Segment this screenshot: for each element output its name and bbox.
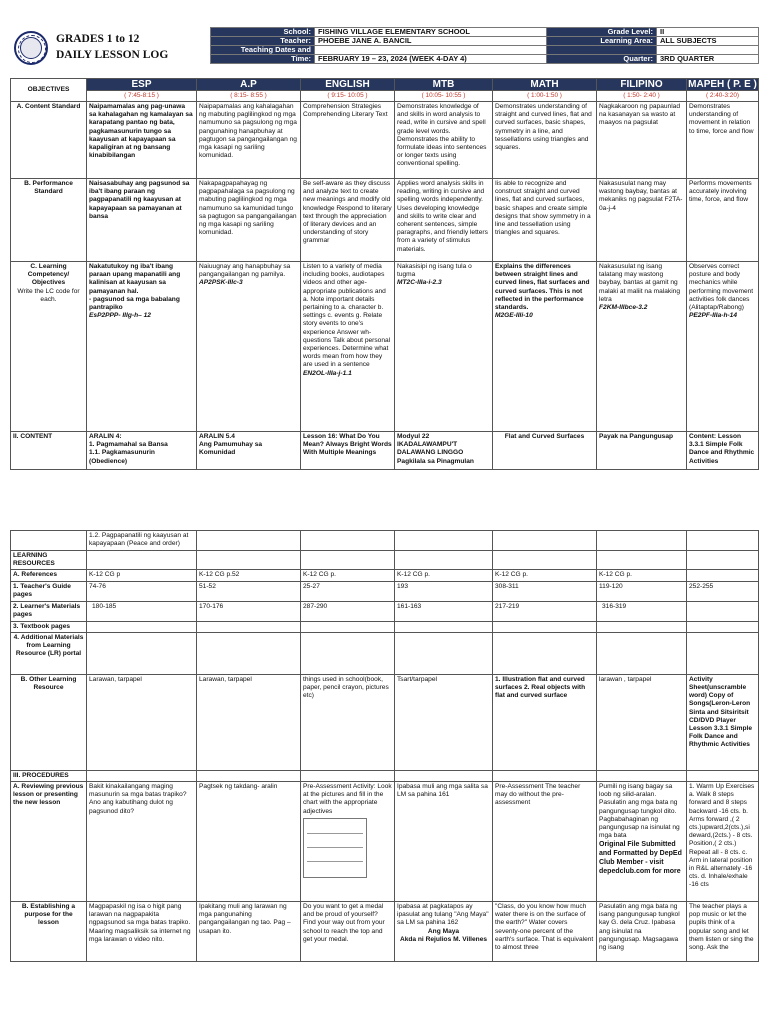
time-english: ( 9:15- 10:05 ) — [301, 91, 395, 102]
grade-value: II — [657, 28, 759, 37]
references-label: A. References — [11, 570, 87, 581]
content-filipino: Payak na Pangungusap — [597, 432, 687, 470]
competency-note: Write the LC code for each. — [17, 287, 80, 303]
content-standard-esp: Naipamamalas ang pag-unawa sa kahalagahan ng kamalayan sa karapatang pantao ng bata, pagkamasunurin tungo sa kaayusan at kapayapaan sa kapaligiran at ng bansang kinabibilangan — [87, 102, 197, 179]
references-ap: K-12 CG p.52 — [197, 570, 301, 581]
references-english: K-12 CG p. — [301, 570, 395, 581]
purpose-mapeh: The teacher plays a pop music or let the pupils think of a popular song and let them listen or sing the song. Ask the — [687, 902, 759, 962]
performance-standard-filipino: Nakasusulat nang may wastong baybay, bantas at mekaniks ng pagsulat F2TA-0a-j-4 — [597, 179, 687, 262]
school-label: School: — [211, 28, 315, 37]
competency-mapeh-code: PE2PF-IIIa-h-14 — [689, 312, 738, 320]
content-standard-filipino: Nagkakaroon ng papaunlad na kasanayan sa wasto at maayos na pagsulat — [597, 102, 687, 179]
purpose-english: Do you want to get a medal and be proud of yourself? Find your way out from your school to reach the top and get your medal. — [301, 902, 395, 962]
competency-esp-code: EsP2PPP- IIIg-h– 12 — [89, 312, 151, 320]
competency-math-main: Explains the differences between straight lines and curved lines, flat surfaces and curved surfaces. This is not reflected in the performance standards. — [495, 263, 590, 312]
title-line2: DAILY LESSON LOG — [56, 49, 169, 61]
other-english: things used in school(book, paper, pencil crayon, pictures etc) — [301, 674, 395, 770]
lesson-log-page-1 — [0, 0, 768, 470]
school-value: FISHING VILLAGE ELEMENTARY SCHOOL — [315, 28, 547, 37]
dates-label: Teaching Dates and — [211, 46, 315, 55]
competency-english-code: EN2OL-IIIa-j-1.1 — [303, 369, 352, 377]
dates-value: FEBRUARY 19 – 23, 2024 (WEEK 4-DAY 4) — [315, 55, 547, 64]
review-filipino-note: Original File Submitted and Formatted by DepEd Club Member - visit depedclub.com for more — [599, 841, 682, 876]
other-mapeh: Activity Sheet(unscramble word) Copy of Songs(Leron-Leron Sinta and Sitsiritsit CD/DVD Player Lesson 3.3.1 Simple Folk Dance and Rhythmic Activities — [687, 674, 759, 770]
area-value: ALL SUBJECTS — [657, 37, 759, 46]
competency-filipino — [597, 262, 687, 432]
competency-ap-main: Naiuugnay ang hanapbuhay sa pangangailangan ng pamilya. — [199, 263, 291, 279]
col-esp: ESP — [87, 79, 197, 91]
lesson-log-page-2 — [0, 530, 768, 1024]
time-mtb: ( 10:05- 10:55 ) — [395, 91, 493, 102]
performance-standard-mapeh: Performs movements accurately involving time, force, and flow — [687, 179, 759, 262]
references-math: K-12 CG p. — [493, 570, 597, 581]
content-mtb-l1: Modyul 22 — [397, 433, 430, 440]
adjective-chart-image — [303, 818, 367, 878]
competency-english — [301, 262, 395, 432]
time-label: Time: — [211, 55, 315, 64]
other-mtb: Tsart/tarpapel — [395, 674, 493, 770]
tg-filipino: 119-120 — [597, 581, 687, 601]
header-title — [56, 31, 168, 63]
content-standard-english: Comprehension Strategies Comprehending Literary Text — [301, 102, 395, 179]
lm-filipino: 316-319 — [597, 601, 687, 621]
purpose-label: B. Establishing a purpose for the lesson — [11, 902, 87, 962]
purpose-esp: Magpapaskil ng isa o higit pang larawan na nagpapakita ngpagsunod sa mga batas trapiko. Maaring magsaliksik sa internet ng mga larawan o video nito. — [87, 902, 197, 962]
col-math: MATH — [493, 79, 597, 91]
competency-ap-code: AP2PSK-IIIc-3 — [199, 279, 243, 287]
lm-english: 287-290 — [301, 601, 395, 621]
tg-mapeh: 252-255 — [687, 581, 759, 601]
deped-seal-icon — [14, 31, 48, 65]
tg-mtb: 193 — [395, 581, 493, 601]
review-mtb: Ipabasa muli ang mga salita sa LM sa pahina 161 — [395, 782, 493, 902]
performance-standard-ap: Nakapagpapahayag ng pagpapahalaga sa pagsulong ng mabuting paglilingkod ng mga namumuno sa kamunidad tungo sa pagtugon sa pangangailangan ng mga kasapi ng sariling komunidad. — [197, 179, 301, 262]
performance-standard-mtb: Applies word analysis skills in reading, writing in cursive and spelling words independently. Uses developing knowledge and skills to write clear and coherent sentences, simple paragraphs, and friendly letters from a variety of stimulus materials. — [395, 179, 493, 262]
purpose-mtb-l3: Akda ni Rejulios M. Villenes — [399, 935, 488, 943]
content-esp-continued: 1.2. Pagpapanatili ng kaayusan at kapayapaan (Peace and order) — [87, 531, 197, 551]
competency-math — [493, 262, 597, 432]
grade-label: Grade Level: — [547, 28, 657, 37]
competency-title: C. Learning Competency/ Objectives — [27, 263, 70, 287]
review-ap: Pagtsek ng takdang- aralin — [197, 782, 301, 902]
review-english — [301, 782, 395, 902]
col-english: ENGLISH — [301, 79, 395, 91]
competency-label — [11, 262, 87, 432]
lm-math: 217-219 — [493, 601, 597, 621]
time-mapeh: ( 2:40-3:20) — [687, 91, 759, 102]
review-math: Pre-Assessment The teacher may do without the pre-assessment — [493, 782, 597, 902]
tg-english: 25-27 — [301, 581, 395, 601]
objectives-header: OBJECTIVES — [11, 79, 87, 102]
quarter-label: Quarter: — [547, 55, 657, 64]
references-mtb: K-12 CG p. — [395, 570, 493, 581]
other-esp: Larawan, tarpapel — [87, 674, 197, 770]
header — [10, 27, 758, 71]
content-standard-mapeh: Demonstrates understanding of movement in relation to time, force and flow — [687, 102, 759, 179]
content-standard-mtb: Demonstrates knowledge of and skills in word analysis to read, write in cursive and spell grade level words. Demonstrates the ability to formulate ideas into sentences or longer texts using conventional spelling. — [395, 102, 493, 179]
competency-english-main: Listen to a variety of media including books, audiotapes videos and other age-appropriate publications and a. Note important details pertaining to a. character b. settings c. events g. Relate story events to one's experience Answer wh- questions Talk about personal experiences. Determine what words mean from how they are used in a sentence — [303, 263, 391, 369]
content-esp-l2: 1. Pagmamahal sa Bansa — [89, 441, 168, 449]
competency-mapeh-main: Observes correct posture and body mechanics while performing movement activities folk dances (Alitaptap/Rabong) — [689, 263, 754, 312]
content-standard-label: A. Content Standard — [11, 102, 87, 179]
time-math: ( 1:00-1:50 ) — [493, 91, 597, 102]
other-filipino: larawan , tarpapel — [597, 674, 687, 770]
performance-standard-english: Be self-aware as they discuss and analyze text to create new meanings and modify old knowledge Respond to literary text through the appreciation of literary devices and an understanding of story grammar — [301, 179, 395, 262]
quarter-value: 3RD QUARTER — [657, 55, 759, 64]
lesson-grid-bottom — [10, 530, 759, 962]
competency-mtb-code: MT2C-IIIa-i-2.3 — [397, 279, 442, 287]
tg-esp: 74-76 — [87, 581, 197, 601]
procedures-label: III. PROCEDURES — [11, 770, 87, 781]
lm-label: 2. Learner's Materials pages — [11, 601, 87, 621]
teacher-label: Teacher: — [211, 37, 315, 46]
competency-math-code: M2GE-IIIi-10 — [495, 312, 533, 320]
content-standard-math: Demonstrates understanding of straight and curved lines, flat and curved surfaces, basic shapes, symmetry in a line, and tessellations using triangles and squares. — [493, 102, 597, 179]
competency-filipino-main: Nakasusulat ng isang talatang may wastong baybay, bantas at gamit ng malaki at maliit na malaking letra — [599, 263, 680, 303]
performance-standard-label: B. Performance Standard — [11, 179, 87, 262]
references-esp: K-12 CG p — [87, 570, 197, 581]
other-math: 1. Illustration flat and curved surfaces 2. Real objects with flat and curved surface — [493, 674, 597, 770]
col-mapeh: MAPEH ( P. E ) — [688, 79, 757, 90]
purpose-ap: Ipakitang muli ang larawan ng mga pangunahing pangangailangan ng tao. Pag –usapan ito. — [197, 902, 301, 962]
time-ap: ( 8:15- 8:55 ) — [197, 91, 301, 102]
competency-mapeh — [687, 262, 759, 432]
content-mtb-l2: IKADALAWAMPU'T DALAWANG LINGGO — [397, 441, 464, 457]
title-line1: GRADES 1 to 12 — [56, 33, 140, 45]
review-filipino — [597, 782, 687, 902]
time-esp: ( 7:45-8:15 ) — [87, 91, 197, 102]
content-esp-l1: ARALIN 4: — [89, 433, 122, 440]
purpose-mtb-l1: Ipabasa at pagkatapos ay ipasulat ang tulang "Ang Maya" sa LM sa pahina 162 — [397, 903, 489, 927]
tb-label: 3. Textbook pages — [11, 621, 87, 632]
performance-standard-esp: Naisasabuhay ang pagsunod sa iba't ibang paraan ng pagpapanatili ng kaayusan at kapayapaan sa pamayanan at bansa — [87, 179, 197, 262]
other-ap: Larawan, tarpapel — [197, 674, 301, 770]
content-mtb-l3: Pagkilala sa Pinagmulan — [397, 457, 474, 465]
review-mapeh: 1. Warm Up Exercises a. Walk 8 steps forward and 8 steps backward -16 cts. b. Arms forward ,( 2 cts.)upward,2(cts.),si deward,(2cts.) - 8 cts. Position,( 2 cts.) Repeat all - 8 cts. c. Arm in lateral position in R&L alternately -16 cts. d. Inhale/exhale -16 cts — [687, 782, 759, 902]
lm-ap: 170-176 — [197, 601, 301, 621]
review-filipino-text: Pumili ng isang bagay sa loob ng silid-aralan. Pasulatin ang mga bata ng pangungusap tungkol dito. Pagbabahaginan ng pangungusap na isinulat ng mga bata — [599, 783, 680, 840]
content-ap — [197, 432, 301, 470]
time-filipino: ( 1:50- 2:40 ) — [597, 91, 687, 102]
lesson-grid-top — [10, 78, 759, 470]
content-english: Lesson 16: What Do You Mean? Always Bright Words With Multiple Meanings — [301, 432, 395, 470]
review-esp: Bakit kinakailangang maging masunurin sa mga batas trapiko? Ano ang kabutihang dulot ng pagsunod dito? — [87, 782, 197, 902]
lr-label: 4. Additional Materials from Learning Resource (LR) portal — [11, 632, 87, 674]
review-english-text: Pre-Assessment Activity: Look at the pictures and fill in the chart with the appropriate adjectives — [303, 783, 392, 815]
purpose-filipino: Pasulatin ang mga bata ng isang pangungusap tungkol kay G. dela Cruz. Ipabasa ang isinulat na pangungusap. Magsagawa ng isang — [597, 902, 687, 962]
other-label: B. Other Learning Resource — [11, 674, 87, 770]
purpose-mtb — [395, 902, 493, 962]
competency-esp-sub: - pagsunod sa mga babalang pantrapiko — [89, 295, 180, 312]
content-label: II. CONTENT — [11, 432, 87, 470]
col-mtb: MTB — [395, 79, 493, 91]
lm-mtb: 161-163 — [395, 601, 493, 621]
resources-label: LEARNING RESOURCES — [11, 551, 87, 570]
purpose-mtb-l2: Ang Maya — [427, 927, 460, 935]
content-ap-l1: ARALIN 5.4 — [199, 433, 235, 440]
content-ap-l2: Ang Pamumuhay sa Komunidad — [199, 441, 263, 457]
competency-filipino-code: F2KM-IIIbce-3.2 — [599, 304, 648, 312]
review-label: A. Reviewing previous lesson or presenting the new lesson — [11, 782, 87, 902]
competency-esp-main: Nakatutukoy ng iba't ibang paraan upang mapanatili ang kalinisan at kaayusan sa pamayanan hal. — [89, 263, 181, 295]
content-esp — [87, 432, 197, 470]
tg-math: 308-311 — [493, 581, 597, 601]
content-math: Flat and Curved Surfaces — [493, 432, 597, 470]
col-filipino: FILIPINO — [597, 79, 687, 91]
references-filipino: K-12 CG p. — [597, 570, 687, 581]
content-mapeh: Content: Lesson 3.3.1 Simple Folk Dance and Rhythmic Activities — [687, 432, 759, 470]
competency-mtb — [395, 262, 493, 432]
area-label: Learning Area: — [547, 37, 657, 46]
competency-ap — [197, 262, 301, 432]
competency-mtb-main: Nakasisipi ng isang tula o tugma — [397, 263, 472, 279]
header-info-table — [210, 27, 759, 64]
competency-esp — [87, 262, 197, 432]
content-standard-ap: Naipapamalas ang kahalagahan ng mabuting paglilingkod ng mga namumuno sa pagsulong ng mga pangunahing hanapbuhay at pagtugon sa pangangailangan ng mga kasapi ng sariling komunidad. — [197, 102, 301, 179]
content-esp-l3: 1.1. Pagkamasunurin (Obedience) — [89, 449, 155, 465]
lm-esp: 180-185 — [87, 601, 197, 621]
performance-standard-math: Iis able to recognize and construct straight and curved lines, flat and curved surfaces, basic shapes and create simple designs that show symmetry in a line and tessellation using triangles and squares. — [493, 179, 597, 262]
col-ap: A.P — [197, 79, 301, 91]
tg-ap: 51-52 — [197, 581, 301, 601]
purpose-math: "Class, do you know how much water there is on the surface of the earth?" Water covers seventy-one percent of the earth's surface. That is equivalent to almost three — [493, 902, 597, 962]
content-mtb — [395, 432, 493, 470]
tg-label: 1. Teacher's Guide pages — [11, 581, 87, 601]
teacher-value: PHOEBE JANE A. BANCIL — [315, 37, 547, 46]
